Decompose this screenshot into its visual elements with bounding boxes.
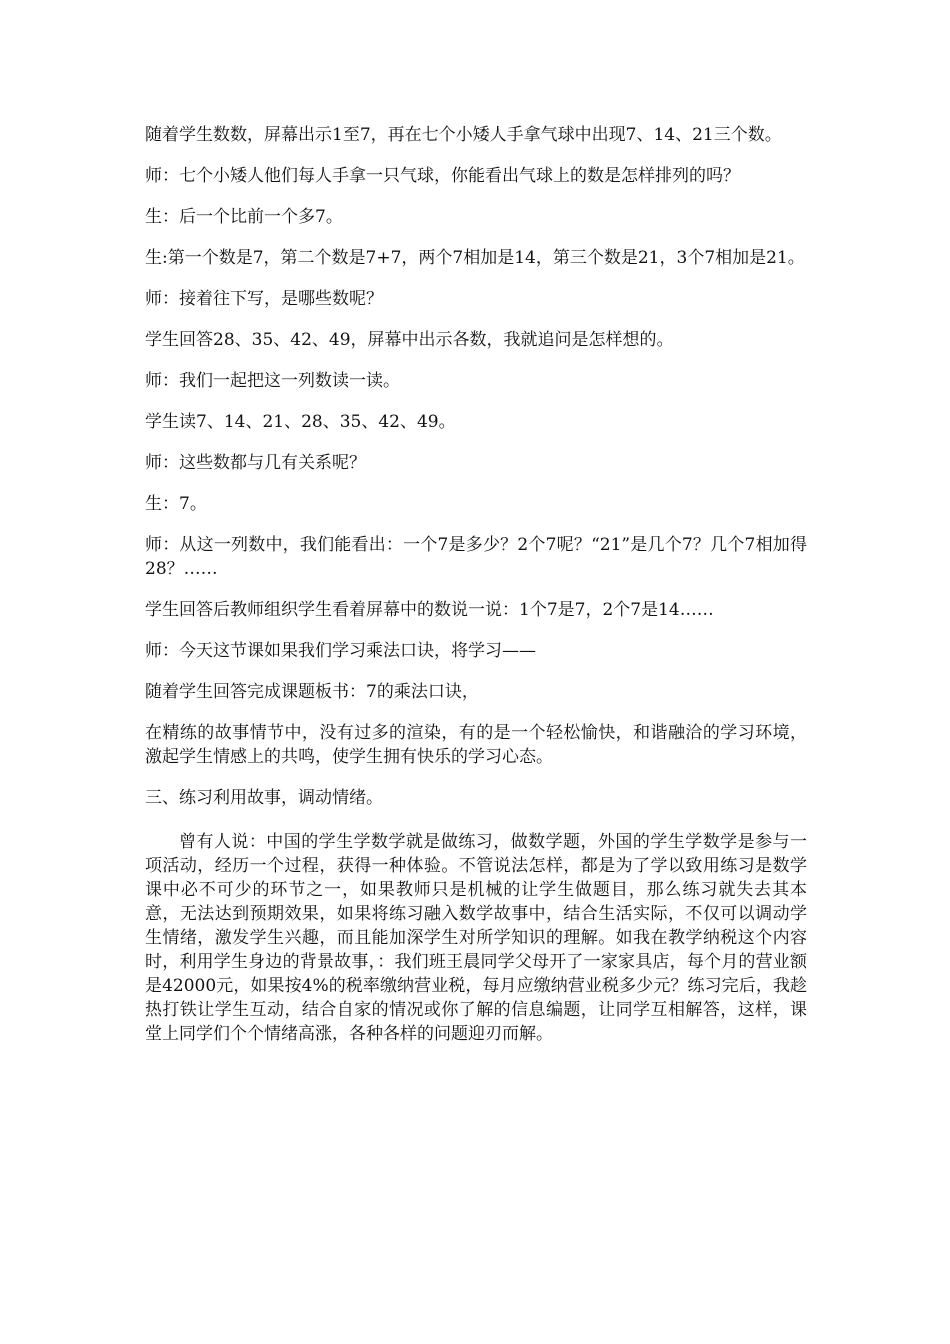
paragraph: 生：后一个比前一个多7。 <box>145 207 343 227</box>
paragraph: 学生回答28、35、42、49，屏幕中出示各数，我就追问是怎样想的。 <box>145 330 674 350</box>
paragraph: 随着学生数数，屏幕出示1至7，再在七个小矮人手拿气球中出现7、14、21三个数。 <box>145 125 782 145</box>
document-body <box>145 123 807 1046</box>
paragraph: 师：我们一起把这一列数读一读。 <box>145 371 400 391</box>
paragraph: 师：七个小矮人他们每人手拿一只气球，你能看出气球上的数是怎样排列的吗？ <box>145 166 740 186</box>
paragraph: 师：从这一列数中，我们能看出：一个7是多少？2个7呢？“21”是几个7？几个7相加得28？…… <box>145 535 807 579</box>
paragraph: 在精练的故事情节中，没有过多的渲染，有的是一个轻松愉快，和谐融洽的学习环境，激起学生情感上的共鸣，使学生拥有快乐的学习心态。 <box>145 723 807 767</box>
paragraph: 生:第一个数是7，第二个数是7+7，两个7相加是14，第三个数是21，3个7相加是21。 <box>145 248 805 268</box>
paragraph: 随着学生回答完成课题板书：7的乘法口诀， <box>145 682 479 702</box>
paragraph: 师：接着往下写，是哪些数呢？ <box>145 289 383 309</box>
body-paragraph: 曾有人说：中国的学生学数学就是做练习，做数学题，外国的学生学数学是参与一项活动，经历一个过程，获得一种体验。不管说法怎样，都是为了学以致用练习是数学课中必不可少的环节之一，如果教师只是机械的让学生做题目，那么练习就失去其本意，无法达到预期效果，如果将练习融入数学故事中，结合生活实际，不仅可以调动学生情绪，激发学生兴趣，而且能加深学生对所学知识的理解。如我在教学纳税这个内容时，利用学生身边的背景故事，：我们班王晨同学父母开了一家家具店，每个月的营业额是42000元，如果按4%的税率缴纳营业税，每月应缴纳营业税多少元？练习完后，我趁热打铁让学生互动，结合自家的情况或你了解的信息编题，让同学互相解答，这样，课堂上同学们个个情绪高涨，各种各样的问题迎刃而解。 <box>145 832 807 1044</box>
paragraph: 生：7。 <box>145 494 207 514</box>
paragraph: 学生读7、14、21、28、35、42、49。 <box>145 412 456 432</box>
paragraph: 师：这些数都与几有关系呢？ <box>145 453 366 473</box>
section-heading: 三、练习利用故事，调动情绪。 <box>145 788 383 808</box>
paragraph: 师：今天这节课如果我们学习乘法口诀，将学习—— <box>145 641 536 661</box>
paragraph: 学生回答后教师组织学生看着屏幕中的数说一说：1个7是7，2个7是14…… <box>145 600 714 620</box>
